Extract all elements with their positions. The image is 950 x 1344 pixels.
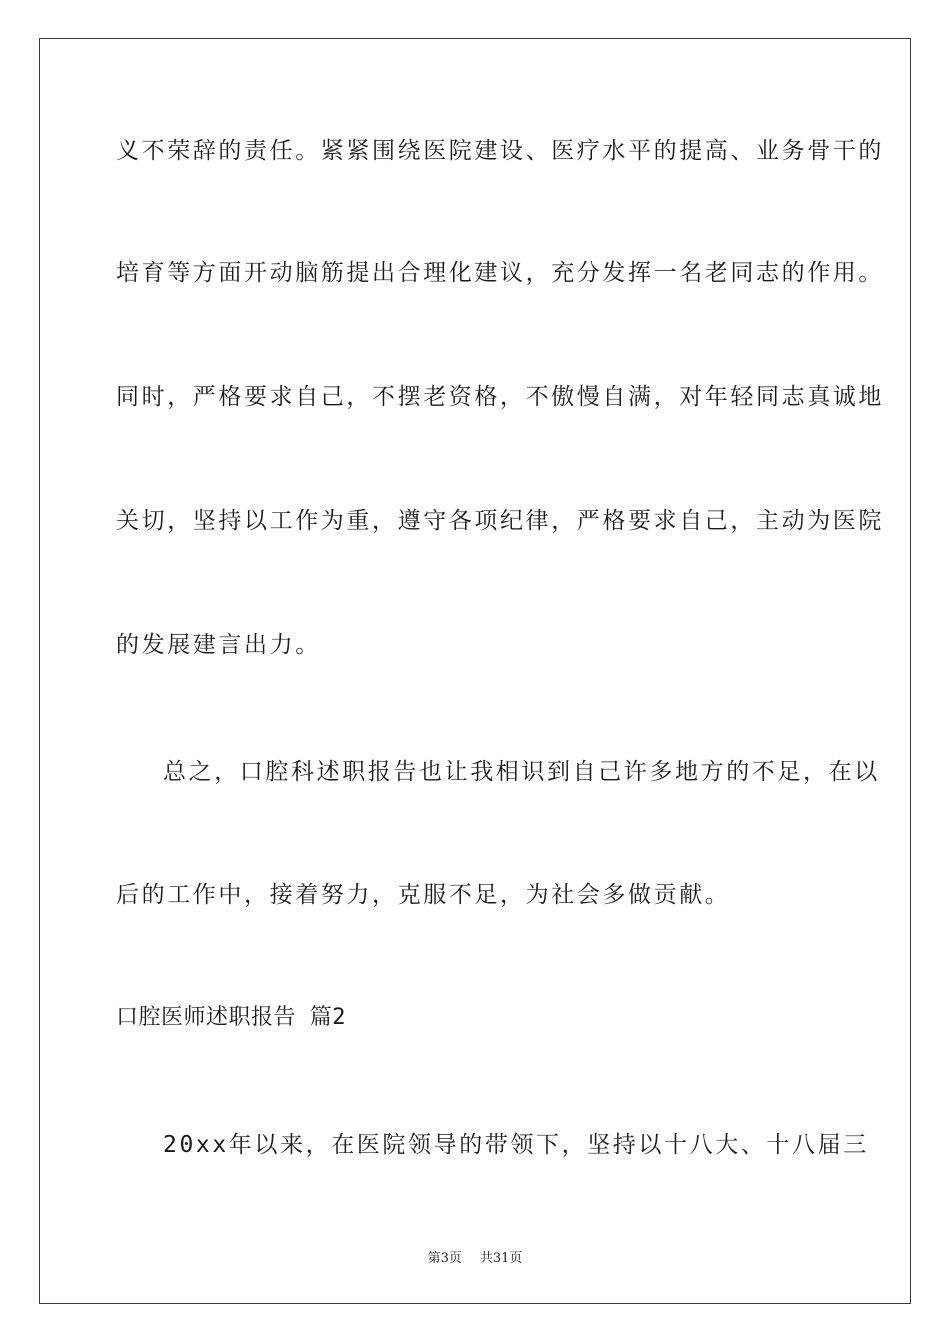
body-line-2: 培育等方面开动脑筋提出合理化建议，充分发挥一名老同志的作用。: [116, 260, 884, 286]
body-line-7: 后的工作中，接着努力，克服不足，为社会多做贡献。: [116, 882, 731, 908]
body-line-6: 总之，口腔科述职报告也让我相识到自己许多地方的不足，在以: [163, 759, 880, 785]
body-line-3: 同时，严格要求自己，不摆老资格，不傲慢自满，对年轻同志真诚地: [116, 384, 884, 410]
body-line-8: 20xx年以来，在医院领导的带领下，坚持以十八大、十八届三: [163, 1132, 869, 1158]
section-heading: 口腔医师述职报告 篇2: [116, 1005, 346, 1030]
body-line-4: 关切，坚持以工作为重，遵守各项纪律，严格要求自己，主动为医院: [116, 508, 884, 534]
page-footer: [0, 1247, 950, 1266]
page-total: 共31页: [479, 1251, 523, 1266]
body-line-1: 义不荣辞的责任。紧紧围绕医院建设、医疗水平的提高、业务骨干的: [116, 138, 884, 164]
page-border: [39, 38, 911, 1304]
body-line-5: 的发展建言出力。: [116, 632, 321, 658]
page-number: 第3页: [427, 1251, 462, 1266]
